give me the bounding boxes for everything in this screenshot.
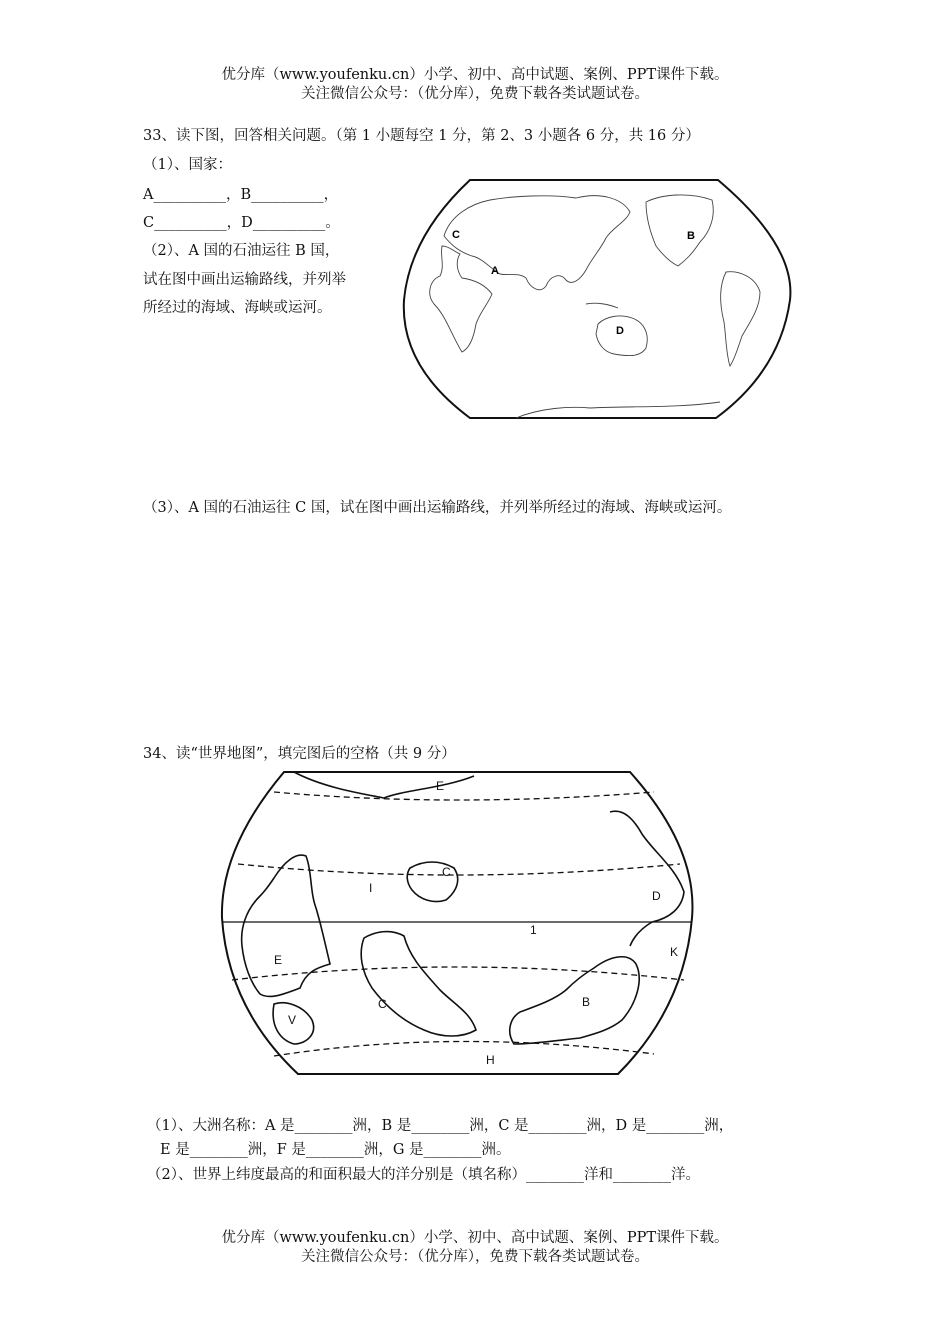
header-line-2: 关注微信公众号：（优分库），免费下载各类试题试卷。: [301, 86, 649, 102]
footer-line-2: 关注微信公众号：（优分库），免费下载各类试题试卷。: [301, 1249, 649, 1265]
map-label-a: A: [491, 265, 499, 277]
north-coast-outline: [294, 772, 474, 798]
world-map-q34: [214, 768, 702, 1078]
tropic-of-cancer-line: [238, 864, 680, 875]
world-map-q33: [400, 176, 796, 422]
page-footer: [0, 1229, 950, 1267]
antarctica-outline: [516, 402, 720, 418]
africa-outline: [430, 246, 492, 352]
arctic-circle-line: [274, 792, 654, 800]
map-label-e: E: [274, 953, 283, 967]
central-south-outline: [361, 932, 476, 1036]
map-label-b: B: [582, 995, 591, 1009]
map-label-b: B: [687, 230, 695, 242]
continent-b-outline: [510, 957, 639, 1044]
map-label-i: I: [369, 881, 373, 895]
map-label-c: C: [442, 865, 451, 879]
map-label-h: H: [486, 1053, 495, 1067]
south-america-outline: [721, 272, 761, 366]
q33-sub2-line3: 所经过的海域、海峡或运河。: [143, 300, 332, 316]
page-header: [0, 66, 950, 104]
map-frame: [404, 180, 791, 418]
q33-sub1: （1）、国家：: [143, 157, 232, 173]
q34-title: 34、读“世界地图”，填完图后的空格（共 9 分）: [143, 746, 456, 762]
north-america-outline: [646, 195, 713, 266]
q33-answer-cd: C__________，D__________。: [143, 215, 340, 231]
q33-title: 33、读下图，回答相关问题。（第 1 小题每空 1 分，第 2、3 小题各 6 分，共 16 分）: [143, 128, 700, 144]
footer-line-1: 优分库（www.youfenku.cn）小学、初中、高中试题、案例、PPT课件下载。: [221, 1230, 729, 1246]
map-frame: [222, 772, 693, 1074]
map-label-c-lower: C: [378, 997, 387, 1011]
q33-sub2-line1: （2）、A 国的石油运往 B 国，: [143, 243, 340, 259]
west-continent-outline: [242, 855, 330, 996]
map-label-1: 1: [530, 923, 537, 937]
indonesia-outline: [586, 303, 618, 308]
q33-answer-ab: A__________，B__________，: [143, 187, 339, 203]
q34-sub1-line2: E 是________洲，F 是________洲，G 是________洲。: [160, 1142, 511, 1158]
map-label-d: D: [616, 325, 624, 337]
q33-sub2-line2: 试在图中画出运输路线，并列举: [143, 272, 346, 288]
tropic-of-capricorn-line: [232, 967, 684, 980]
eurasia-outline: [444, 196, 630, 290]
q33-sub3: （3）、A 国的石油运往 C 国，试在图中画出运输路线，并列举所经过的海域、海峡或运河。: [143, 500, 732, 516]
map-label-e-top: E: [436, 779, 445, 793]
q34-sub1-line1: （1）、大洲名称：A 是________洲，B 是________洲，C 是________洲，D 是________洲，: [147, 1118, 734, 1134]
q34-sub2: （2）、世界上纬度最高的和面积最大的洋分别是（填名称）________洋和________洋。: [147, 1167, 700, 1183]
antarctic-circle-line: [274, 1041, 654, 1056]
map-label-v: V: [288, 1013, 297, 1027]
map-label-d: D: [652, 889, 661, 903]
map-label-k: K: [670, 945, 679, 959]
header-line-1: 优分库（www.youfenku.cn）小学、初中、高中试题、案例、PPT课件下载。: [221, 67, 729, 83]
map-label-c: C: [452, 229, 460, 241]
